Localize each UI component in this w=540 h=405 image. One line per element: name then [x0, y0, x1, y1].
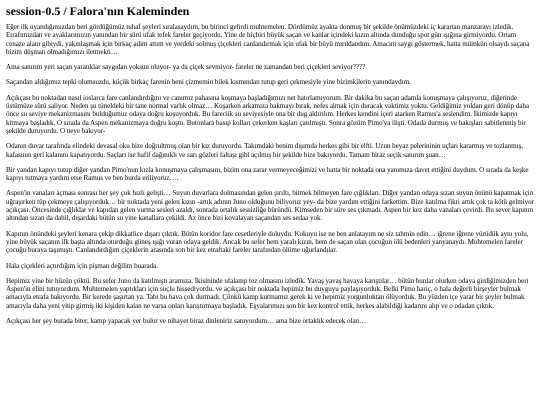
paragraph-3: Saçandan aldığımız tepki olumsuzdu, küçük birkaç farenin beni çizmemin bilek kısmından tutup geri çekmesiyle yine bizimkilerin yanındaydım.: [6, 78, 411, 87]
paragraph-8: Kapının önündeki şeyleri kenara çekip dikkatlice dışarı çıktık. Bütün koridor fare cesetleriyle doluydu. Kokuyu ise ne ben anlatayım ne siz tahmin edin… iğrene iğrene yürüdük aynı yolu, yine büyük saçanın ilk başta altında oturduğu güneş ışığı vuran odaya geldik. Ancak bu sefer hem yaralı kızın, hem de saçan olan çocuğun ölü bedenleri yanyanaydı. Muhtemelen fareler çocuğu buraya taşımıştı. Canlandırdığım çiçeklerin arasında son bir kez etraftaki fareler tarafından ölüme uğurlandılar.: [6, 229, 529, 255]
paragraph-2: Ama sanırım yeri saçan yaratıklar saygıdan yoksun oluyor- ya da çiçek sevmiyor- fareler ne zamandan beri çiçekleri seviyor????: [6, 63, 366, 72]
paragraph-4: Açıkçası bu noktadan nasıl ioslarca fare canlandırdığını ve canımız pahasına koşmaya başladığımızı net hatırlamıyorum. Bir dakika bu saçan adamla konuşmaya çalışıyoruz, diğerinde üstümüze sürü saliyor. Neden şu tüneldeki bir tane normal varlık olmaz… Koşarken arkamıza bakmayı bırak, nefes almak için duracak vaktimiz yoktu. Geldiğimiz yoldan geri dönüp daha önce su seviye mekanizmasını bulduğumuz odaya doğru koşuyorduk. Bu fareciik su seviyesiyle ona bir dug aldırılım. Herkes kendini içeri atarken Ramus'a seslendim. İkimizde kapıyı kitmaya başladık. O sırada da Aspen mekanizmaya doğru koştu. Butonlara basıp kolları çekerken kaşları çatılmıştı. Sonra gözüm Pimo'ya ilişti. Odada durmuş ve bakışları sabitlenmiş bir şekilde duruyordu. O neye bakıyor-: [6, 93, 529, 135]
page-title: session-0.5 / Falora'nın Kaleminden: [6, 4, 190, 18]
paragraph-10: Hepimiz yine bir hüzün çöktü. Bu sefer Juno da katılmıştı aramıza. İkisininde ufalamp toz olmasını izledik. Yavaş yavaş havaya karıştılar… bütün bunlar olurken odaya girdiğimizden beri Aspen'in elini tutuyordum. Muhtemelen yaptıkları için suçlu hissediyordu, ve açıkçası bir noktada hepimiz bu duyguyu paylaşıyorduk. Belki Pimo hariç, o hala değerli birşeyler bulmak amacıyla etrafa bakıyordu. Bir kerede şaşırtan ya. Tabi bu hava çok durmadı. Çünkü kamp kurmamız gerek ki ve hepimiz yorgunluktan ölüyorduk. Bu yüzden içe yarar bir şeyler bulmak amacıyla daha yeni yitip girmiş iki kişiden kalan ne varsa onları karıştırmaya başladık. Eşyalarımızı son bir kez kontrol ettik, herkes alabildiği kadarını alıp ve o odadan çıktık.: [6, 276, 529, 310]
paragraph-6: Bir yandan kapıyı tutup diğer yandan Pimo'nun kızla konuşmaya çalışmasını, bizim ona zarar vermeyeceğimizi ve hatta bir noktada ona yanımıza davet ettiğini duydum. O sırada da keşke kapıyı tutmaya yardım etse Ramus ve ben burda eriliyoruz….: [6, 165, 529, 183]
paragraph-1: Eğer ilk uyandığımızdan beri gördüğümüz tuhaf şeyleri sıralasaydım, bu birinci gelirdi muhtemelen. Dördümüz ayakta donmuş bir şekilde önümüzdeki iç karartan manzarayı izledik. Etrafımızdan ve ayaklarımızın yanından bir sürü ufak tefek fareler geçiyordu. Yine de hiçbiri büyük saçan ve kanlar içindeki kızın altında dunduğu spot gün ışığına girmiyordu. Ortam cenaze alanı gibiydi, yakınlaşmak için birkaç adım attım ve yerdeki solmuş çiçekleri canlandırmak için ufak bir büyü mırıldandım. Amacım saygı göstermek, hatta mümkün olsaydı saçana bizim düşman olmadığımızı iletmekti…: [6, 23, 530, 56]
paragraph-7: Aspen'in vanaları açması sonrası her şey çok hızlı gelişti… Suyun duvarlara dolmasından gelen şırıltı, bitmek bilmeyen fare çığlıkları. Diğer yandan odaya sızan suyun önünü kapatmak için uğraşırken tüp çekmeye çalışıyorduk… bir noktada yeni gelen kızın -artık adının Juno olduğunu biliyoruz yey- da bize yardım ettiğini farkettim. Bize katılma fikri artık çok ta kötü gelmiyor açıkçası. Öncesinde çığlıklar ve kapıdan gelen vurma sesleri azaldı, sonrada ortalık sessizliğe büründü. Kimseden bir süre ses çıkmadı. Aspen bir kez daha vanaları çevirdi. Bu sever kapının altından sızan da dahil, dışardaki bütün su yine kanallara çekildi. Az önce bizi kovalayan saçandan ses sedaa yok.: [6, 189, 534, 223]
paragraph-5: Odanın duvar tarafında elindeki devasal oku bize doğrultmuş olan bir kız duruyordu. Takımdaki benim dışımda herkes gibi bir elfti. Uzun beyaz pelerininin uçları kararmış ve tozlanmış, kafasının geri kalanını kapatıyordu. Saçları ise hafif dağınıklı ve sarı gözleri faltaşı gibi açılmış bir şekilde bize bakıyordu. Tamam biraz seçik sanırım şuan…: [6, 142, 523, 159]
paragraph-9: Hala çiçekleri açtırdığım için pişman değilim buarada.: [6, 261, 158, 270]
paragraph-11: Açıkçası her şey burada biter, kamp yapacak yer bulur ve nihayet biraz dinleniriz sanıyordum… ama bize ortaklık edecek olan…: [6, 317, 367, 326]
